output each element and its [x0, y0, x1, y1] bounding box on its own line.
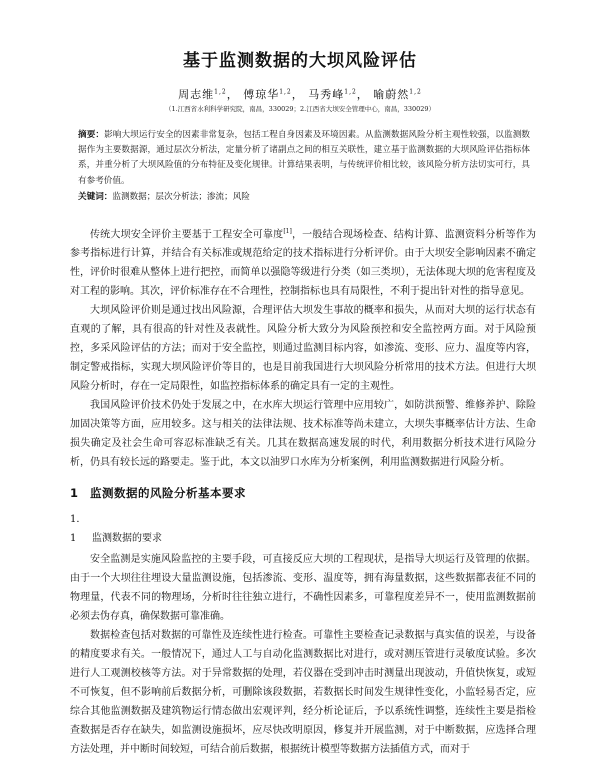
- section-title: 监测数据的风险分析基本要求: [90, 486, 246, 501]
- keywords-text: 监测数据；层次分析法；渗流；风险: [112, 192, 250, 202]
- paper-title: 基于监测数据的大坝风险评估: [183, 51, 417, 71]
- intro-paragraph-3: 我国风险评价技术仍处于发展之中，在水库大坝运行管理中应用较广，如防洪预警、维修养护、除险加固决策等方面，应用较多。这与相关的法律法规、技术标准等尚未建立，大坝失事概率估计方法、生命损失确定及社会生命可容忍标准缺乏有关。几其在数据高速发展的时代，利用数据分析技术进行风险分析，仍具有较长远的路要走。鉴于此，本文以油罗口水库为分析案例，利用监测数据进行风险分析。: [70, 400, 536, 469]
- section-1-1-paragraph-2: 数据检查包括对数据的可靠性及连续性进行检查。可靠性主要检查记录数据与真实值的误差，与设备的精度要求有关。一般情况下，通过人工与自动化监测数据比对进行，或对测压管进行灵敏度试验。多次进行人工观测校核等方法。对于异常数据的处理，若仪器在受到冲击时测量出现波动，升值快恢复，或短不可恢复，但不影响前后数据分析，可删除该段数据，若数据长时间发生规律性变化，小监轻易否定，应综合其他监测数据及建筑物运行情态做出宏观评判，经分析论证后，予以系统性调整，连续性主要是指检查数据是否存在缺失，如监测设施损坏，应尽快改明原因，修复并开展监测，对于中断数据，应选择合理方法处理，并中断时间较短，可结合前后数据，根据统计模型等数据方法插值方式，而对于: [70, 630, 536, 756]
- subsection-title: 监测数据的要求: [92, 533, 162, 545]
- intro-paragraph-2: 大坝风险评价则是通过找出风险源，合理评估大坝发生事故的概率和损失，从而对大坝的运行状态有直观的了解，具有很高的针对性及表就性。风险分析大致分为风险预控和安全监控两方面。对于风险预控，多采风险评估的方法；而对于安全监控，则通过监测目标内容，如渗流、变形、应力、温度等内容，制定警戒指标，实现大坝风险评价等目的，也是目前我国进行大坝风险分析常用的技术方法。但进行大坝风险分析时，存在一定局限性，如监控指标体系的确定具有一定的主观性。: [70, 305, 536, 393]
- author-affiliation-mark: 1,2: [344, 88, 357, 96]
- subsection-heading-1-1: [70, 510, 536, 548]
- paper-body: [70, 222, 536, 759]
- author-list: 周志维$^{1,2}$， 傅琼华$^{1,2}$， 马秀峰$^{1,2}$， 喻蔚然$^{1,2}$: [178, 88, 422, 101]
- author-name: 周志维: [178, 88, 215, 101]
- keywords: [78, 190, 530, 205]
- keywords-label: 关键词：: [78, 192, 113, 202]
- section-1-1-paragraph-1: 安全监测是实施风险监控的主要手段，可直接反应大坝的工程现状，是指导大坝运行及管理的依据。由于一个大坝往往埋设大量监测设施，包括渗流、变形、温度等，拥有海量数据，这些数据都表征不同的物理量，代表不同的物理场，分析时往往独立进行，不确性因素多，可靠程度差异不一，使用监测数据前必须去伪存真，确保数据可靠准确。: [70, 554, 536, 623]
- author-affiliation-mark: 1,2: [279, 88, 292, 96]
- author-name: 傅琼华: [243, 88, 280, 101]
- abstract-label: 摘要：: [78, 130, 105, 140]
- author-name: 喻蔚然: [373, 88, 410, 101]
- intro-p1-rest: ，一般结合现场检查、结构计算、监测资料分析等作为参考指标进行计算，并结合有关标准或规范给定的技术指标进行分析评价。由于大坝安全影响因素不确定性，评价时很难从整体上进行把控，而简单以强隐等级进行分类（如三类坝），无法体现大坝的危害程度及对工程的影响。其次，评价标准存在不合理性，控制指标也具有局限性，不利于提出针对性的指导意见。: [70, 229, 537, 298]
- intro-paragraph-1: [70, 222, 536, 301]
- citation-ref: [1]: [283, 228, 292, 235]
- author-affiliation-mark: 1,2: [409, 88, 422, 96]
- affiliation-line: （1.江西省水利科学研究院，南昌，330029；2.江西省大坝安全管理中心，南昌，330029）: [164, 105, 436, 113]
- author-affiliation-mark: 1,2: [214, 88, 227, 96]
- section-heading-1: [70, 485, 536, 501]
- abstract: [78, 128, 530, 189]
- abstract-text: 影响大坝运行安全的因素非常复杂，包括工程自身因素及环境因素。从监测数据风险分析主观性较强，以监测数据作为主要数据源，通过层次分析法，定量分析了诸副点之间的相互关联性，建立基于监测数据的大坝风险评估指标体系，并重分析了大坝风险值的分布特征及变化规律。计算结果表明，与传统评价相比较，该风险分析方法切实可行，具有参考价值。: [78, 130, 530, 186]
- intro-p1-start: 传统大坝安全评价主要基于工程安全可靠度: [90, 229, 284, 241]
- subsection-number: 1．1: [70, 514, 87, 545]
- section-number: 1: [70, 486, 79, 501]
- author-name: 马秀峰: [308, 88, 345, 101]
